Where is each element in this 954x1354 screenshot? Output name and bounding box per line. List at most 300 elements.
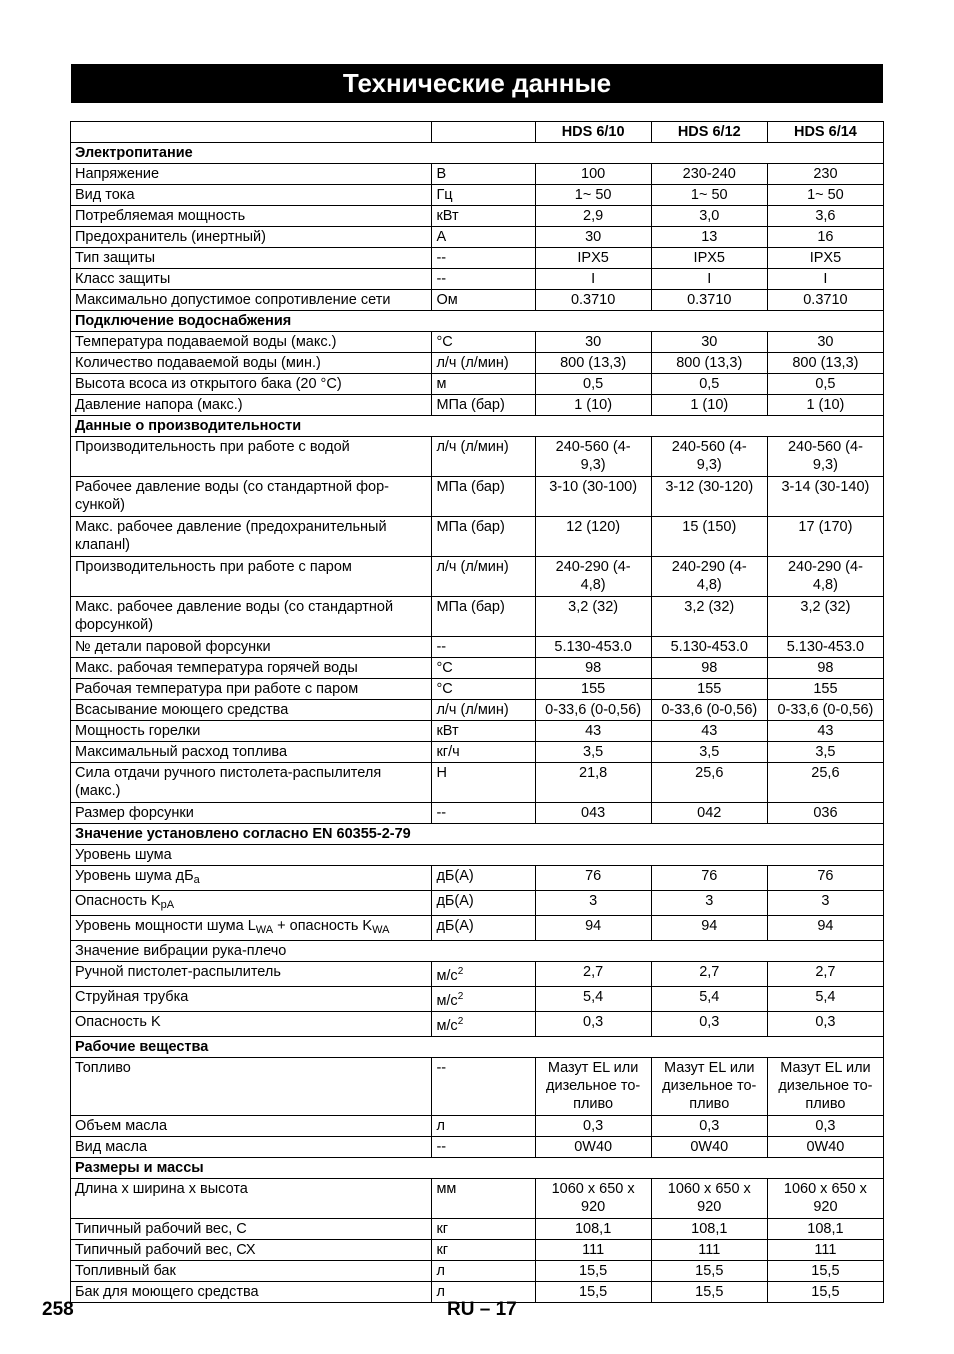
column-header: HDS 6/12	[651, 122, 767, 143]
parameter-label: Всасывание моющего средства	[75, 702, 289, 718]
unit-text: л	[436, 1263, 445, 1279]
unit-cell	[432, 437, 535, 477]
value-cell: 108,1	[767, 1219, 883, 1240]
parameter-subscript: WA	[255, 924, 274, 936]
table-row	[71, 477, 884, 517]
unit-cell	[432, 1116, 535, 1137]
unit-text: дБ(A)	[436, 893, 474, 909]
unit-cell	[432, 1058, 535, 1116]
parameter-label: Бак для моющего средства	[75, 1284, 259, 1300]
value-cell: 0W40	[535, 1137, 651, 1158]
unit-text: л/ч (л/мин)	[436, 702, 509, 718]
value-cell: 94	[651, 916, 767, 941]
unit-text: кг/ч	[436, 744, 460, 760]
table-row	[71, 437, 884, 477]
table-row	[71, 891, 884, 916]
unit-text: Гц	[436, 187, 453, 203]
value-cell: 1 (10)	[767, 395, 883, 416]
table-row	[71, 517, 884, 557]
value-cell: 5.130-453.0	[535, 637, 651, 658]
section-title: Подключение водоснабжения	[71, 311, 884, 332]
section-title: Данные о производительности	[71, 416, 884, 437]
value-cell: 042	[651, 803, 767, 824]
unit-text: --	[436, 805, 447, 821]
value-cell: 3-10 (30-100)	[535, 477, 651, 517]
unit-cell	[432, 721, 535, 742]
unit-cell	[432, 916, 535, 941]
parameter-label: Мощность горелки	[75, 723, 201, 739]
parameter-label-cell	[71, 962, 432, 987]
parameter-subscript: WA	[372, 924, 390, 936]
unit-cell	[432, 987, 535, 1012]
parameter-label: Производительность при работе с водой	[75, 439, 350, 455]
table-row	[71, 185, 884, 206]
value-cell: I	[767, 269, 883, 290]
unit-cell	[432, 700, 535, 721]
unit-cell	[432, 742, 535, 763]
value-cell: 3-14 (30-140)	[767, 477, 883, 517]
unit-text: л	[436, 1284, 445, 1300]
parameter-label: Напряжение	[75, 166, 160, 182]
parameter-label-cell	[71, 269, 432, 290]
table-row	[71, 1116, 884, 1137]
table-row	[71, 742, 884, 763]
value-cell: 0W40	[651, 1137, 767, 1158]
value-cell: 3	[767, 891, 883, 916]
unit-cell	[432, 290, 535, 311]
value-cell: 230	[767, 164, 883, 185]
value-cell: 3,5	[651, 742, 767, 763]
subsection-row	[71, 845, 884, 866]
parameter-label-cell	[71, 164, 432, 185]
parameter-label: Объем масла	[75, 1118, 168, 1134]
value-cell: 0-33,6 (0-0,56)	[535, 700, 651, 721]
value-cell: 15,5	[535, 1282, 651, 1303]
value-cell: 0,5	[651, 374, 767, 395]
value-cell: 94	[535, 916, 651, 941]
value-cell: 76	[767, 866, 883, 891]
unit-cell	[432, 962, 535, 987]
table-row	[71, 866, 884, 891]
section-header-row	[71, 824, 884, 845]
parameter-label: Типичный рабочий вес, СХ	[75, 1242, 256, 1258]
table-row	[71, 332, 884, 353]
unit-cell	[432, 763, 535, 803]
value-cell: 76	[535, 866, 651, 891]
table-header-row	[71, 122, 884, 143]
value-cell: 98	[767, 658, 883, 679]
table-row	[71, 395, 884, 416]
parameter-label: Максимально допустимое сопротивление сети	[75, 292, 391, 308]
unit-text: Н	[436, 765, 447, 781]
value-cell: 15,5	[651, 1282, 767, 1303]
value-cell: 155	[767, 679, 883, 700]
parameter-subscript: a	[193, 874, 200, 886]
unit-cell	[432, 248, 535, 269]
parameter-label-cell	[71, 721, 432, 742]
parameter-label: Топливный бак	[75, 1263, 176, 1279]
value-cell: 25,6	[767, 763, 883, 803]
parameter-label-cell	[71, 891, 432, 916]
unit-cell	[432, 164, 535, 185]
unit-cell	[432, 679, 535, 700]
parameter-label: Опасность K	[75, 1014, 161, 1030]
value-cell: 1060 x 650 x 920	[535, 1179, 651, 1219]
value-cell: 1 (10)	[651, 395, 767, 416]
value-cell: 230-240	[651, 164, 767, 185]
spec-table	[70, 121, 884, 1303]
parameter-label: Давление напора (макс.)	[75, 397, 243, 413]
value-cell: 0.3710	[651, 290, 767, 311]
value-cell: 30	[535, 332, 651, 353]
unit-text: л/ч (л/мин)	[436, 355, 509, 371]
unit-text: МПа (бар)	[436, 599, 505, 615]
value-cell: IPX5	[767, 248, 883, 269]
column-header: HDS 6/10	[535, 122, 651, 143]
unit-cell	[432, 477, 535, 517]
table-row	[71, 637, 884, 658]
value-cell: 3,2 (32)	[651, 597, 767, 637]
parameter-label-cell	[71, 1219, 432, 1240]
value-cell: 111	[651, 1240, 767, 1261]
value-cell: 111	[767, 1240, 883, 1261]
unit-text: МПа (бар)	[436, 479, 505, 495]
subsection-row	[71, 941, 884, 962]
value-cell: 0,5	[535, 374, 651, 395]
value-cell: 0,3	[535, 1116, 651, 1137]
value-cell: 30	[767, 332, 883, 353]
value-cell: 2,7	[651, 962, 767, 987]
unit-cell	[432, 269, 535, 290]
value-cell: 3,2 (32)	[767, 597, 883, 637]
section-title: Значение установлено согласно EN 60355-2-79	[71, 824, 884, 845]
parameter-label: Вид масла	[75, 1139, 148, 1155]
parameter-label: Типичный рабочий вес, С	[75, 1221, 247, 1237]
parameter-label-cell	[71, 557, 432, 597]
value-cell: 5.130-453.0	[651, 637, 767, 658]
parameter-label-cell	[71, 248, 432, 269]
unit-cell	[432, 1219, 535, 1240]
section-header-row	[71, 1158, 884, 1179]
unit-text: л/ч (л/мин)	[436, 559, 509, 575]
value-cell: 0-33,6 (0-0,56)	[651, 700, 767, 721]
unit-text: м/с	[436, 1018, 458, 1034]
table-row	[71, 597, 884, 637]
value-cell: 5,4	[651, 987, 767, 1012]
value-cell: 16	[767, 227, 883, 248]
unit-text: кВт	[436, 208, 459, 224]
value-cell: 5,4	[767, 987, 883, 1012]
parameter-label: Топливо	[75, 1060, 131, 1076]
parameter-label: Вид тока	[75, 187, 135, 203]
parameter-label-cell	[71, 763, 432, 803]
unit-cell	[432, 374, 535, 395]
unit-text: м/с	[436, 993, 458, 1009]
unit-text: --	[436, 271, 447, 287]
value-cell: 111	[535, 1240, 651, 1261]
section-header-row	[71, 311, 884, 332]
parameter-label: Температура подаваемой воды (макс.)	[75, 334, 337, 350]
table-row	[71, 227, 884, 248]
parameter-label: Рабочее давление воды (со стандартной фор- сункой)	[75, 479, 389, 513]
unit-cell	[432, 1240, 535, 1261]
value-cell: 155	[535, 679, 651, 700]
table-row	[71, 658, 884, 679]
value-cell: 43	[535, 721, 651, 742]
value-cell: Мазут EL или дизельное то- пливо	[535, 1058, 651, 1116]
table-row	[71, 763, 884, 803]
parameter-label: Сила отдачи ручного пистолета-распылителя (макс.)	[75, 765, 382, 799]
value-cell: I	[651, 269, 767, 290]
table-row	[71, 374, 884, 395]
parameter-label-cell	[71, 987, 432, 1012]
unit-cell	[432, 185, 535, 206]
table-row	[71, 290, 884, 311]
unit-text: МПа (бар)	[436, 397, 505, 413]
value-cell: 2,7	[767, 962, 883, 987]
unit-text: л	[436, 1118, 445, 1134]
unit-cell	[432, 597, 535, 637]
parameter-label-cell	[71, 206, 432, 227]
parameter-label: Макс. рабочее давление (предохранительный клапанl)	[75, 519, 387, 553]
parameter-label-cell	[71, 395, 432, 416]
table-row	[71, 248, 884, 269]
parameter-label-cell	[71, 353, 432, 374]
parameter-label: Максимальный расход топлива	[75, 744, 288, 760]
parameter-label-cell	[71, 1137, 432, 1158]
parameter-label-cell	[71, 437, 432, 477]
unit-text: м	[436, 376, 447, 392]
value-cell: 0,3	[651, 1116, 767, 1137]
unit-text: кг	[436, 1242, 449, 1258]
parameter-label-cell	[71, 803, 432, 824]
value-cell: 240-560 (4- 9,3)	[535, 437, 651, 477]
table-row	[71, 1058, 884, 1116]
value-cell: 0,3	[767, 1116, 883, 1137]
value-cell: Мазут EL или дизельное то- пливо	[767, 1058, 883, 1116]
parameter-label-cell	[71, 597, 432, 637]
unit-text: дБ(A)	[436, 868, 474, 884]
parameter-label: Производительность при работе с паром	[75, 559, 352, 575]
unit-text: м/с	[436, 968, 458, 984]
unit-text: --	[436, 1060, 447, 1076]
unit-cell	[432, 1179, 535, 1219]
value-cell: 76	[651, 866, 767, 891]
parameter-label: Уровень мощности шума L	[75, 918, 256, 934]
value-cell: IPX5	[535, 248, 651, 269]
table-row	[71, 1179, 884, 1219]
value-cell: 25,6	[651, 763, 767, 803]
parameter-label-cell	[71, 916, 432, 941]
parameter-label-cell	[71, 1116, 432, 1137]
value-cell: 800 (13,3)	[535, 353, 651, 374]
value-cell: 5,4	[535, 987, 651, 1012]
value-cell: 43	[767, 721, 883, 742]
unit-superscript: 2	[457, 966, 464, 977]
parameter-label-cell	[71, 866, 432, 891]
value-cell: 2,9	[535, 206, 651, 227]
value-cell: 155	[651, 679, 767, 700]
parameter-label-cell	[71, 637, 432, 658]
parameter-label: Количество подаваемой воды (мин.)	[75, 355, 321, 371]
table-row	[71, 269, 884, 290]
unit-text: --	[436, 1139, 447, 1155]
unit-cell	[432, 1012, 535, 1037]
value-cell: 3,5	[535, 742, 651, 763]
table-row	[71, 1137, 884, 1158]
parameter-label-cell	[71, 374, 432, 395]
table-row	[71, 962, 884, 987]
value-cell: Мазут EL или дизельное то- пливо	[651, 1058, 767, 1116]
parameter-label: Макс. рабочая температура горячей воды	[75, 660, 358, 676]
parameter-label-cell	[71, 290, 432, 311]
value-cell: 3,0	[651, 206, 767, 227]
parameter-label: Уровень шума дБ	[75, 868, 194, 884]
table-row	[71, 987, 884, 1012]
table-row	[71, 916, 884, 941]
section-title: Рабочие вещества	[71, 1037, 884, 1058]
table-row	[71, 1219, 884, 1240]
unit-text: °С	[436, 681, 453, 697]
unit-superscript: 2	[457, 1016, 464, 1027]
value-cell: 0.3710	[767, 290, 883, 311]
value-cell: 13	[651, 227, 767, 248]
parameter-label-cell	[71, 1179, 432, 1219]
value-cell: 1 (10)	[535, 395, 651, 416]
page-title: Технические данные	[71, 64, 883, 103]
value-cell: 108,1	[651, 1219, 767, 1240]
parameter-label: Длина х ширина х высота	[75, 1181, 248, 1197]
table-row	[71, 353, 884, 374]
value-cell: 240-560 (4- 9,3)	[651, 437, 767, 477]
unit-text: А	[436, 229, 447, 245]
value-cell: 3,6	[767, 206, 883, 227]
unit-text: дБ(A)	[436, 918, 474, 934]
value-cell: 0.3710	[535, 290, 651, 311]
value-cell: 0,5	[767, 374, 883, 395]
parameter-label-cell	[71, 517, 432, 557]
unit-text: л/ч (л/мин)	[436, 439, 509, 455]
unit-cell	[432, 866, 535, 891]
value-cell: 0W40	[767, 1137, 883, 1158]
parameter-subscript: pA	[160, 899, 175, 911]
unit-cell	[432, 637, 535, 658]
table-row	[71, 557, 884, 597]
value-cell: 100	[535, 164, 651, 185]
value-cell: 43	[651, 721, 767, 742]
parameter-label: Размер форсунки	[75, 805, 194, 821]
value-cell: 3	[651, 891, 767, 916]
unit-text: МПа (бар)	[436, 519, 505, 535]
value-cell: 21,8	[535, 763, 651, 803]
value-cell: 1~ 50	[651, 185, 767, 206]
subsection-title: Значение вибрации рука-плечо	[71, 941, 884, 962]
unit-cell	[432, 658, 535, 679]
unit-text: В	[436, 166, 447, 182]
unit-superscript: 2	[457, 991, 464, 1002]
parameter-label-cell	[71, 700, 432, 721]
parameter-label: Ручной пистолет-распылитель	[75, 964, 281, 980]
parameter-label: Опасность K	[75, 893, 161, 909]
value-cell: 240-290 (4- 4,8)	[767, 557, 883, 597]
value-cell: 043	[535, 803, 651, 824]
parameter-label-cell	[71, 477, 432, 517]
value-cell: 17 (170)	[767, 517, 883, 557]
value-cell: 1~ 50	[767, 185, 883, 206]
unit-cell	[432, 206, 535, 227]
value-cell: 98	[651, 658, 767, 679]
parameter-label: № детали паровой форсунки	[75, 639, 271, 655]
header-empty-cell	[71, 122, 432, 143]
section-header-row	[71, 143, 884, 164]
value-cell: 1~ 50	[535, 185, 651, 206]
unit-cell	[432, 353, 535, 374]
unit-text: мм	[436, 1181, 457, 1197]
value-cell: 1060 x 650 x 920	[767, 1179, 883, 1219]
value-cell: 3-12 (30-120)	[651, 477, 767, 517]
unit-cell	[432, 891, 535, 916]
parameter-label-cell	[71, 1261, 432, 1282]
parameter-label-cell	[71, 227, 432, 248]
value-cell: 0,3	[535, 1012, 651, 1037]
parameter-label: Струйная трубка	[75, 989, 189, 1005]
column-header: HDS 6/14	[767, 122, 883, 143]
value-cell: 800 (13,3)	[651, 353, 767, 374]
parameter-label-cell	[71, 1282, 432, 1303]
value-cell: 0,3	[651, 1012, 767, 1037]
unit-cell	[432, 803, 535, 824]
value-cell: 15 (150)	[651, 517, 767, 557]
value-cell: 3,2 (32)	[535, 597, 651, 637]
unit-cell	[432, 557, 535, 597]
table-row	[71, 1240, 884, 1261]
value-cell: 15,5	[767, 1282, 883, 1303]
page-number: 258	[42, 1299, 74, 1320]
table-row	[71, 1012, 884, 1037]
unit-text: °С	[436, 660, 453, 676]
value-cell: 30	[535, 227, 651, 248]
parameter-label-cell	[71, 1240, 432, 1261]
parameter-label: Класс защиты	[75, 271, 171, 287]
value-cell: 15,5	[535, 1261, 651, 1282]
unit-cell	[432, 395, 535, 416]
table-row	[71, 1261, 884, 1282]
value-cell: 240-290 (4- 4,8)	[535, 557, 651, 597]
unit-cell	[432, 517, 535, 557]
parameter-label-cell	[71, 679, 432, 700]
table-row	[71, 721, 884, 742]
value-cell: 12 (120)	[535, 517, 651, 557]
table-row	[71, 679, 884, 700]
parameter-label-cell	[71, 658, 432, 679]
value-cell: 240-290 (4- 4,8)	[651, 557, 767, 597]
value-cell: 036	[767, 803, 883, 824]
parameter-label-cell	[71, 1012, 432, 1037]
section-title: Электропитание	[71, 143, 884, 164]
value-cell: 15,5	[651, 1261, 767, 1282]
parameter-label-cell	[71, 185, 432, 206]
subsection-title: Уровень шума	[71, 845, 884, 866]
value-cell: 800 (13,3)	[767, 353, 883, 374]
unit-text: Ом	[436, 292, 458, 308]
value-cell: 108,1	[535, 1219, 651, 1240]
value-cell: 240-560 (4- 9,3)	[767, 437, 883, 477]
unit-text: --	[436, 639, 447, 655]
parameter-label-cell	[71, 1058, 432, 1116]
parameter-label: Высота всоса из открытого бака (20 °C)	[75, 376, 342, 392]
parameter-label: + опасность K	[273, 918, 373, 934]
value-cell: 98	[535, 658, 651, 679]
